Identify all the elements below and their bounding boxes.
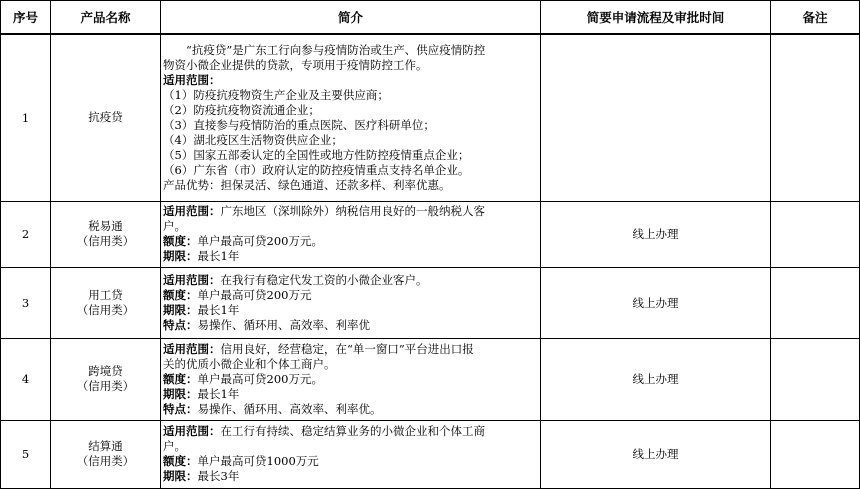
intro-line (163, 249, 538, 264)
product-name-line: 用工贷 (88, 287, 123, 302)
header-row (1, 1, 860, 35)
intro-line (163, 43, 538, 58)
product-name-line: 跨境贷 (88, 364, 123, 378)
intro-text: （1）防疫抗疫物资生产企业及主要供应商； (163, 87, 389, 102)
table-row (1, 420, 860, 488)
intro-text: 在工行有持续、稳定结算业务的小微企业和个体工商 (220, 424, 485, 438)
intro-line (163, 58, 538, 73)
header-intro: 简介 (161, 1, 541, 35)
product-name-line: （信用类） (76, 302, 135, 317)
intro-label: 额度： (163, 287, 198, 302)
intro-text: （2）防疫抗疫物资流通企业； (163, 102, 320, 117)
note-cell (771, 267, 860, 338)
product-intro (161, 267, 541, 338)
intro-line (163, 163, 538, 178)
intro-label: 额度： (163, 371, 198, 386)
table-row (1, 267, 860, 338)
intro-text: 最长1年 (197, 386, 240, 401)
intro-text: 户。 (163, 439, 186, 453)
intro-text: 最长1年 (197, 302, 240, 317)
intro-label: 期限： (163, 469, 198, 483)
intro-line (163, 303, 538, 318)
intro-text: 信用良好，经营稳定，在“单一窗口”平台进出口报 (220, 341, 474, 356)
intro-line (163, 372, 538, 387)
intro-line (163, 342, 538, 357)
product-intro (161, 420, 541, 488)
intro-text: “抗疫贷”是广东工行向参与疫情防治或生产、供应疫情防控 (163, 42, 486, 57)
intro-label: 适用范围： (163, 424, 221, 438)
intro-label: 期限： (163, 386, 198, 401)
product-name-line: （信用类） (76, 454, 135, 468)
product-name-line: 税易通 (88, 219, 123, 233)
row-no: 4 (1, 338, 51, 420)
table-row (1, 34, 860, 201)
product-intro (161, 338, 541, 420)
product-name (51, 201, 161, 267)
intro-label: 期限： (163, 302, 198, 317)
intro-line (163, 88, 538, 103)
intro-text: 单户最高可贷200万元 (197, 287, 312, 302)
intro-label: 适用范围： (163, 341, 221, 356)
intro-line (163, 439, 538, 454)
product-name (51, 34, 161, 201)
product-name-line: （信用类） (76, 379, 135, 393)
header-process: 简要申请流程及审批时间 (541, 1, 771, 35)
product-intro (161, 201, 541, 267)
product-name-line: （信用类） (76, 234, 135, 248)
note-cell (771, 338, 860, 420)
row-no: 3 (1, 267, 51, 338)
intro-line (163, 103, 538, 118)
intro-label: 额度： (163, 454, 198, 468)
intro-line (163, 402, 538, 417)
note-cell (771, 201, 860, 267)
process-cell (541, 34, 771, 201)
intro-line (163, 387, 538, 402)
intro-text: 户。 (163, 219, 186, 233)
header-product-name: 产品名称 (51, 1, 161, 35)
intro-text: 易操作、循环用、高效率、利率优。 (197, 401, 382, 416)
intro-text: 单户最高可贷200万元。 (197, 234, 323, 248)
intro-line (163, 454, 538, 469)
intro-label: 特点： (163, 317, 198, 332)
row-no: 1 (1, 34, 51, 201)
intro-text: 在我行有稳定代发工资的小微企业客户。 (220, 272, 428, 287)
intro-line (163, 424, 538, 439)
intro-text: 最长1年 (197, 249, 240, 263)
intro-label: 适用范围： (163, 204, 221, 218)
intro-text: 物资小微企业提供的贷款，专项用于疫情防控工作。 (163, 57, 428, 72)
intro-line (163, 357, 538, 372)
header-no: 序号 (1, 1, 51, 35)
product-intro (161, 34, 541, 201)
intro-text: 关的优质小微企业和个体工商户。 (163, 356, 336, 371)
process-cell: 线上办理 (541, 420, 771, 488)
intro-line (163, 133, 538, 148)
intro-text: 最长3年 (197, 469, 240, 483)
row-no: 5 (1, 420, 51, 488)
table-row (1, 338, 860, 420)
intro-label: 适用范围： (163, 272, 221, 287)
intro-line (163, 204, 538, 219)
note-cell (771, 420, 860, 488)
intro-line (163, 118, 538, 133)
intro-text: （6）广东省（市）政府认定的防控疫情重点支持名单企业。 (163, 162, 470, 177)
intro-line (163, 219, 538, 234)
process-cell: 线上办理 (541, 267, 771, 338)
intro-text: 单户最高可贷200万元。 (197, 371, 323, 386)
intro-label: 额度： (163, 234, 198, 248)
intro-line (163, 318, 538, 333)
header-note: 备注 (771, 1, 860, 35)
intro-label: 适用范围： (163, 72, 221, 87)
intro-text: 易操作、循环用、高效率、利率优 (197, 317, 370, 332)
intro-line (163, 273, 538, 288)
intro-text: （3）直接参与疫情防治的重点医院、医疗科研单位； (163, 117, 435, 132)
product-name (51, 420, 161, 488)
note-cell (771, 34, 860, 201)
process-cell: 线上办理 (541, 338, 771, 420)
intro-label: 期限： (163, 249, 198, 263)
product-name (51, 267, 161, 338)
row-no: 2 (1, 201, 51, 267)
intro-line (163, 178, 538, 193)
intro-line (163, 288, 538, 303)
product-name (51, 338, 161, 420)
process-cell: 线上办理 (541, 201, 771, 267)
intro-text: 广东地区（深圳除外）纳税信用良好的一般纳税人客 (220, 204, 485, 218)
product-name-line: 抗疫贷 (88, 110, 123, 125)
intro-text: 产品优势：担保灵活、绿色通道、还款多样、利率优惠。 (163, 177, 451, 192)
intro-line (163, 234, 538, 249)
intro-line (163, 148, 538, 163)
product-name-line: 结算通 (88, 439, 123, 453)
intro-label: 特点： (163, 401, 198, 416)
intro-text: （4）湖北疫区生活物资供应企业； (163, 132, 343, 147)
table-row (1, 201, 860, 267)
intro-line (163, 469, 538, 484)
intro-text: 单户最高可贷1000万元 (197, 454, 319, 468)
intro-line (163, 73, 538, 88)
intro-text: （5）国家五部委认定的全国性或地方性防控疫情重点企业； (163, 147, 470, 162)
